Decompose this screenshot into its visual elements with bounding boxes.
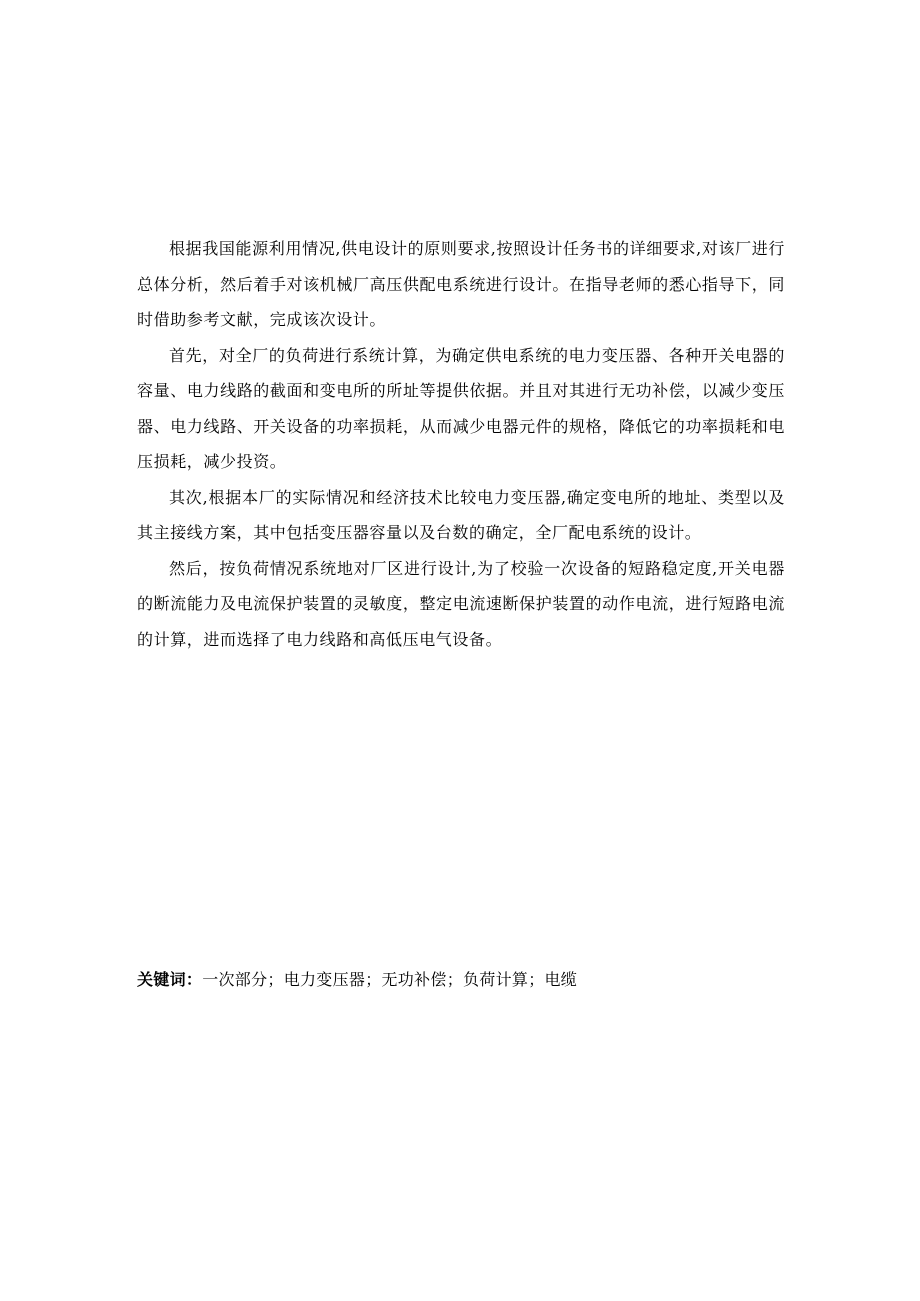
paragraph-2: 首先，对全厂的负荷进行系统计算，为确定供电系统的电力变压器、各种开关电器的容量、电力线路的截面和变电所的所址等提供依据。并且对其进行无功补偿，以减少变压器、电力线路、开关设备的功率损耗，从而减少电器元件的规格，降低它的功率损耗和电压损耗，减少投资。 (137, 345, 785, 471)
paragraph-4: 然后，按负荷情况系统地对厂区进行设计,为了校验一次设备的短路稳定度,开关电器的断流能力及电流保护装置的灵敏度，整定电流速断保护装置的动作电流，进行短路电流的计算，进而选择了电力线路和高低压电气设备。 (137, 558, 785, 649)
abstract-body (137, 231, 785, 657)
keywords-line (137, 968, 785, 992)
keywords-text: 一次部分；电力变压器；无功补偿；负荷计算；电缆 (202, 970, 578, 989)
keywords-label: 关键词： (137, 970, 203, 989)
paragraph-1: 根据我国能源利用情况,供电设计的原则要求,按照设计任务书的详细要求,对该厂进行总体分析，然后着手对该机械厂高压供配电系统进行设计。在指导老师的悉心指导下，同时借助参考文献，完成该次设计。 (137, 239, 785, 329)
paragraph-3: 其次,根据本厂的实际情况和经济技术比较电力变压器,确定变电所的地址、类型以及其主接线方案，其中包括变压器容量以及台数的确定，全厂配电系统的设计。 (137, 487, 785, 542)
